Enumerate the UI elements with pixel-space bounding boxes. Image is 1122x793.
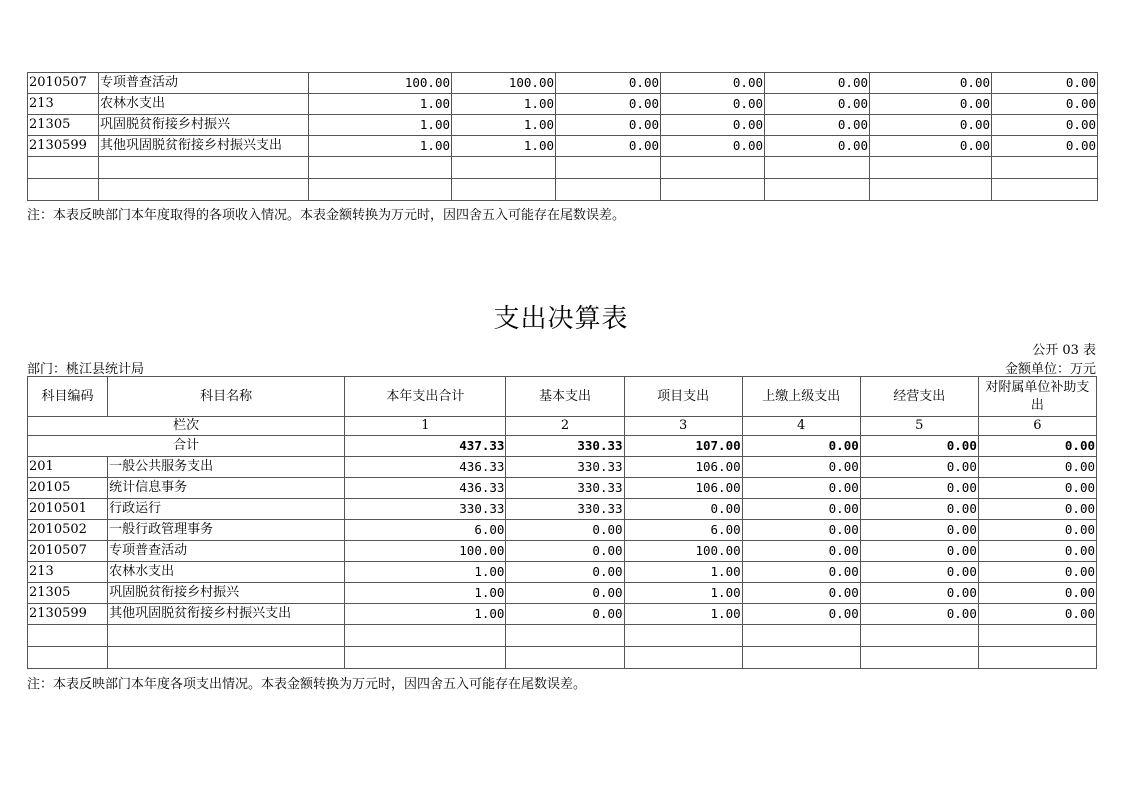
value-cell: 1.00 xyxy=(624,583,742,604)
value-cell: 1.00 xyxy=(309,136,452,157)
total-value: 0.00 xyxy=(978,436,1096,457)
value-cell: 0.00 xyxy=(506,520,624,541)
department-label: 部门：桃江县统计局 xyxy=(27,362,145,377)
page-title: 支出决算表 xyxy=(493,304,629,334)
column-number-label: 栏次 xyxy=(28,417,345,436)
header-subsidy: 对附属单位补助支出 xyxy=(978,377,1096,417)
value-cell: 0.00 xyxy=(506,583,624,604)
table-row xyxy=(28,136,1098,157)
subject-code: 213 xyxy=(28,94,99,115)
value-cell: 0.00 xyxy=(992,73,1098,94)
value-cell: 0.00 xyxy=(860,520,978,541)
value-cell: 1.00 xyxy=(345,562,506,583)
table-row xyxy=(28,604,1097,625)
income-table-note: 注：本表反映部门本年度取得的各项收入情况。本表金额转换为万元时，因四舍五入可能存在尾数误差。 xyxy=(27,208,626,223)
value-cell: 0.00 xyxy=(661,115,765,136)
subject-code: 2010507 xyxy=(28,541,108,562)
total-value: 0.00 xyxy=(860,436,978,457)
value-cell: 0.00 xyxy=(978,604,1096,625)
value-cell: 0.00 xyxy=(661,73,765,94)
value-cell: 1.00 xyxy=(309,115,452,136)
column-number: 1 xyxy=(345,417,506,436)
subject-name: 专项普查活动 xyxy=(99,73,309,94)
header-row xyxy=(28,377,1097,417)
value-cell: 0.00 xyxy=(978,478,1096,499)
value-cell: 330.33 xyxy=(506,478,624,499)
subject-name: 统计信息事务 xyxy=(108,478,345,499)
value-cell: 0.00 xyxy=(860,499,978,520)
table-row xyxy=(28,115,1098,136)
value-cell: 0.00 xyxy=(765,136,870,157)
table-number: 公开 03 表 xyxy=(1032,343,1096,358)
value-cell: 0.00 xyxy=(992,136,1098,157)
value-cell: 0.00 xyxy=(978,583,1096,604)
total-label: 合计 xyxy=(28,436,345,457)
subject-code: 2130599 xyxy=(28,604,108,625)
table-row xyxy=(28,478,1097,499)
subject-code: 2010502 xyxy=(28,520,108,541)
value-cell: 0.00 xyxy=(992,115,1098,136)
value-cell: 0.00 xyxy=(661,136,765,157)
table-row xyxy=(28,541,1097,562)
table-row xyxy=(28,94,1098,115)
value-cell: 6.00 xyxy=(345,520,506,541)
value-cell: 0.00 xyxy=(742,499,860,520)
subject-code: 21305 xyxy=(28,115,99,136)
value-cell: 0.00 xyxy=(860,457,978,478)
value-cell: 0.00 xyxy=(860,562,978,583)
unit-label: 金额单位：万元 xyxy=(1004,362,1096,377)
subject-code: 2010507 xyxy=(28,73,99,94)
subject-code: 213 xyxy=(28,562,108,583)
value-cell: 0.00 xyxy=(556,136,661,157)
column-number: 4 xyxy=(742,417,860,436)
header-upper: 上缴上级支出 xyxy=(742,377,860,417)
value-cell: 0.00 xyxy=(742,478,860,499)
value-cell: 0.00 xyxy=(978,541,1096,562)
subject-code: 2010501 xyxy=(28,499,108,520)
empty-row xyxy=(28,179,1098,201)
value-cell: 330.33 xyxy=(345,499,506,520)
subject-code: 21305 xyxy=(28,583,108,604)
empty-row xyxy=(28,647,1097,669)
value-cell: 0.00 xyxy=(506,604,624,625)
value-cell: 0.00 xyxy=(506,562,624,583)
value-cell: 100.00 xyxy=(345,541,506,562)
value-cell: 0.00 xyxy=(860,583,978,604)
value-cell: 436.33 xyxy=(345,457,506,478)
value-cell: 1.00 xyxy=(452,115,556,136)
subject-name: 专项普查活动 xyxy=(108,541,345,562)
value-cell: 1.00 xyxy=(624,604,742,625)
value-cell: 0.00 xyxy=(765,94,870,115)
value-cell: 0.00 xyxy=(556,94,661,115)
value-cell: 100.00 xyxy=(309,73,452,94)
column-number-row xyxy=(28,417,1097,436)
value-cell: 0.00 xyxy=(742,562,860,583)
total-value: 330.33 xyxy=(506,436,624,457)
empty-row xyxy=(28,625,1097,647)
column-number: 3 xyxy=(624,417,742,436)
subject-code: 20105 xyxy=(28,478,108,499)
value-cell: 0.00 xyxy=(661,94,765,115)
table-row xyxy=(28,73,1098,94)
total-value: 0.00 xyxy=(742,436,860,457)
value-cell: 0.00 xyxy=(860,478,978,499)
value-cell: 0.00 xyxy=(742,541,860,562)
value-cell: 330.33 xyxy=(506,499,624,520)
header-project: 项目支出 xyxy=(624,377,742,417)
value-cell: 0.00 xyxy=(978,562,1096,583)
value-cell: 436.33 xyxy=(345,478,506,499)
value-cell: 0.00 xyxy=(624,499,742,520)
value-cell: 0.00 xyxy=(978,520,1096,541)
value-cell: 0.00 xyxy=(742,583,860,604)
header-code: 科目编码 xyxy=(28,377,108,417)
table-row xyxy=(28,583,1097,604)
column-number: 6 xyxy=(978,417,1096,436)
header-basic: 基本支出 xyxy=(506,377,624,417)
value-cell: 6.00 xyxy=(624,520,742,541)
value-cell: 0.00 xyxy=(992,94,1098,115)
subject-name: 巩固脱贫衔接乡村振兴 xyxy=(99,115,309,136)
value-cell: 0.00 xyxy=(870,115,992,136)
subject-name: 农林水支出 xyxy=(108,562,345,583)
value-cell: 1.00 xyxy=(345,604,506,625)
subject-name: 一般公共服务支出 xyxy=(108,457,345,478)
value-cell: 330.33 xyxy=(506,457,624,478)
subject-name: 其他巩固脱贫衔接乡村振兴支出 xyxy=(99,136,309,157)
subject-name: 行政运行 xyxy=(108,499,345,520)
value-cell: 106.00 xyxy=(624,478,742,499)
table-row xyxy=(28,520,1097,541)
value-cell: 0.00 xyxy=(742,457,860,478)
value-cell: 1.00 xyxy=(452,136,556,157)
header-name: 科目名称 xyxy=(108,377,345,417)
value-cell: 0.00 xyxy=(870,73,992,94)
expense-table-note: 注：本表反映部门本年度各项支出情况。本表金额转换为万元时，因四舍五入可能存在尾数误差。 xyxy=(27,677,587,692)
value-cell: 106.00 xyxy=(624,457,742,478)
subject-code: 2130599 xyxy=(28,136,99,157)
value-cell: 0.00 xyxy=(870,94,992,115)
value-cell: 1.00 xyxy=(452,94,556,115)
table-row xyxy=(28,562,1097,583)
header-business: 经营支出 xyxy=(860,377,978,417)
total-value: 107.00 xyxy=(624,436,742,457)
subject-name: 一般行政管理事务 xyxy=(108,520,345,541)
total-row xyxy=(28,436,1097,457)
value-cell: 0.00 xyxy=(978,457,1096,478)
empty-row xyxy=(28,157,1098,179)
expense-table xyxy=(27,376,1097,669)
value-cell: 0.00 xyxy=(860,604,978,625)
value-cell: 1.00 xyxy=(624,562,742,583)
column-number: 2 xyxy=(506,417,624,436)
value-cell: 1.00 xyxy=(309,94,452,115)
value-cell: 0.00 xyxy=(860,541,978,562)
subject-name: 其他巩固脱贫衔接乡村振兴支出 xyxy=(108,604,345,625)
subject-name: 巩固脱贫衔接乡村振兴 xyxy=(108,583,345,604)
table-row xyxy=(28,499,1097,520)
header-total: 本年支出合计 xyxy=(345,377,506,417)
total-value: 437.33 xyxy=(345,436,506,457)
value-cell: 100.00 xyxy=(452,73,556,94)
value-cell: 0.00 xyxy=(870,136,992,157)
subject-code: 201 xyxy=(28,457,108,478)
value-cell: 0.00 xyxy=(742,604,860,625)
income-table-continued xyxy=(27,72,1098,201)
column-number: 5 xyxy=(860,417,978,436)
value-cell: 0.00 xyxy=(765,73,870,94)
value-cell: 0.00 xyxy=(556,115,661,136)
value-cell: 100.00 xyxy=(624,541,742,562)
value-cell: 1.00 xyxy=(345,583,506,604)
value-cell: 0.00 xyxy=(506,541,624,562)
subject-name: 农林水支出 xyxy=(99,94,309,115)
table-row xyxy=(28,457,1097,478)
value-cell: 0.00 xyxy=(978,499,1096,520)
value-cell: 0.00 xyxy=(742,520,860,541)
value-cell: 0.00 xyxy=(765,115,870,136)
value-cell: 0.00 xyxy=(556,73,661,94)
